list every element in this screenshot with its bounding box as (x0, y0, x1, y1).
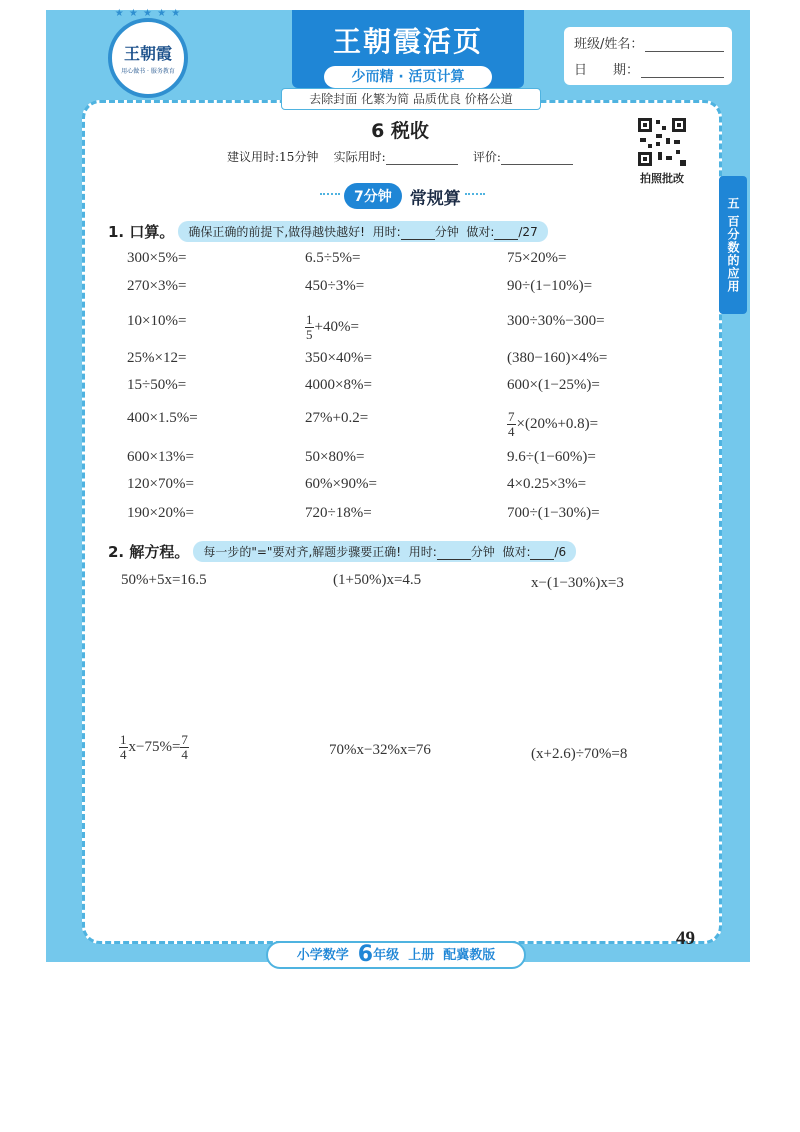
unit-side-tab: 五 百分数的应用 (719, 176, 747, 314)
section2-tip (193, 541, 576, 562)
section1-time-unit: 分钟 (434, 225, 459, 239)
fraction-7-4: $\frac{7}{4}$ (181, 732, 188, 762)
oral-calc-item: 300×5%= (127, 250, 187, 266)
equation-4-text: x−75%= (128, 738, 181, 755)
section1-heading-row (108, 221, 548, 242)
section1-time-label: 用时: (372, 225, 401, 239)
footer-edition: 配冀教版 (443, 948, 496, 963)
oral-calc-item: 4000×8%= (305, 377, 372, 393)
oral-calc-item: $\frac{1}{5}$ +40%= (306, 312, 359, 342)
oral-calc-item: 15÷50%= (127, 377, 187, 393)
oral-calc-item: 50×80%= (305, 449, 365, 465)
oral-calc-item: 120×70%= (127, 476, 194, 492)
oral-calc-item: 190×20%= (127, 505, 194, 521)
footer-term: 上册 (408, 948, 435, 963)
suggested-time: 建议用时:15分钟 (227, 150, 319, 164)
lesson-title: 6 税收 (371, 120, 429, 142)
class-name-row (574, 33, 724, 52)
banner-label: 常规算 (409, 188, 461, 209)
oral-calc-item: 6.5÷5%= (305, 250, 361, 266)
oral-calc-item: 350×40%= (305, 350, 372, 366)
equation-4 (119, 733, 190, 762)
oral-calc-item: 720÷18%= (305, 505, 372, 521)
equation-2: (1+50%)x=4.5 (333, 572, 422, 588)
brand-logo (108, 8, 188, 98)
rating-field[interactable] (501, 152, 573, 165)
oral-calc-item: 300÷30%−300= (507, 313, 605, 329)
logo-name: 王朝霞 (123, 44, 172, 63)
banner-time-pill: 7分钟 (344, 183, 402, 209)
rating-label: 评价: (472, 150, 501, 164)
section2-heading: 2. 解方程。 (108, 543, 190, 561)
oral-calc-item: 4×0.25×3%= (507, 476, 587, 492)
equation-3: x−(1−30%)x=3 (531, 575, 624, 591)
section-banner (316, 183, 489, 209)
logo-subtext: 用心做书 · 服务教育 (121, 68, 175, 75)
section1-correct-field[interactable] (494, 228, 518, 240)
page-number: 49 (676, 928, 695, 949)
section1-tip-text: 确保正确的前提下,做得越快越好! (188, 225, 365, 239)
section2-correct-label: 做对: (502, 545, 531, 559)
oral-calc-item: 270×3%= (127, 278, 187, 294)
banner-dots-left (320, 193, 340, 199)
oral-calc-item: 25%×12= (127, 350, 187, 366)
brand-subtitle: 少而精 · 活页计算 (324, 66, 492, 88)
oral-calc-item: 75×20%= (507, 250, 567, 266)
footer-grade-number: 6 (357, 942, 374, 967)
footer-subject: 小学数学 (296, 948, 349, 963)
fraction: $\frac{7}{4}$ (508, 409, 515, 439)
logo-stars-icon: ★ ★ ★ ★ ★ (114, 8, 182, 19)
class-name-field[interactable] (645, 38, 724, 52)
date-row (574, 59, 724, 78)
date-label: 日 期： (574, 63, 640, 78)
brand-title: 王朝霞活页 (332, 25, 483, 58)
section2-time-label: 用时: (408, 545, 437, 559)
section1-heading: 1. 口算。 (108, 223, 175, 241)
oral-calc-item: 600×(1−25%)= (507, 377, 600, 393)
fraction: $\frac{1}{5}$ (306, 312, 313, 342)
section2-total: /6 (554, 545, 567, 559)
actual-time-field[interactable] (386, 152, 458, 165)
equation-5: 70%x−32%x=76 (329, 742, 431, 758)
section1-total: /27 (518, 225, 538, 239)
class-name-label: 班级/姓名： (574, 37, 644, 52)
section2-tip-text: 每一步的"="要对齐,解题步骤要正确! (203, 545, 402, 559)
brand-header (292, 10, 524, 88)
footer-grade-suffix: 年级 (373, 948, 400, 963)
date-field[interactable] (641, 64, 724, 78)
oral-calc-item: 27%+0.2= (305, 410, 369, 426)
oral-calc-item: 600×13%= (127, 449, 194, 465)
oral-calc-item: (380−160)×4%= (507, 350, 608, 366)
section1-time-field[interactable] (401, 228, 435, 240)
oral-calc-item: 450÷3%= (305, 278, 365, 294)
section2-correct-field[interactable] (530, 548, 554, 560)
oral-calc-item: 10×10%= (127, 313, 187, 329)
oral-calc-item: 9.6÷(1−60%)= (507, 449, 596, 465)
section2-heading-row (108, 541, 576, 562)
oral-calc-item: 700÷(1−30%)= (507, 505, 600, 521)
slogan-strip: 去除封面 化繁为简 品质优良 价格公道 (281, 88, 541, 110)
actual-time-label: 实际用时: (333, 150, 386, 164)
oral-calc-item: 60%×90%= (305, 476, 377, 492)
footer-badge (266, 941, 526, 969)
student-info-box (564, 27, 732, 85)
qr-code-icon[interactable] (636, 116, 688, 168)
section2-time-unit: 分钟 (470, 545, 495, 559)
section1-correct-label: 做对: (466, 225, 495, 239)
equation-1: 50%+5x=16.5 (121, 572, 207, 588)
oral-calc-item: $\frac{7}{4}$ ×(20%+0.8)= (508, 409, 599, 439)
banner-dots-right (465, 193, 485, 199)
equation-6: (x+2.6)÷70%=8 (531, 746, 628, 762)
oral-calc-item: 400×1.5%= (127, 410, 198, 426)
qr-caption: 拍照批改 (640, 172, 684, 185)
section2-time-field[interactable] (437, 548, 471, 560)
section1-tip (178, 221, 547, 242)
fraction-1-4: $\frac{1}{4}$ (120, 732, 127, 762)
oral-calc-item: 90÷(1−10%)= (507, 278, 593, 294)
